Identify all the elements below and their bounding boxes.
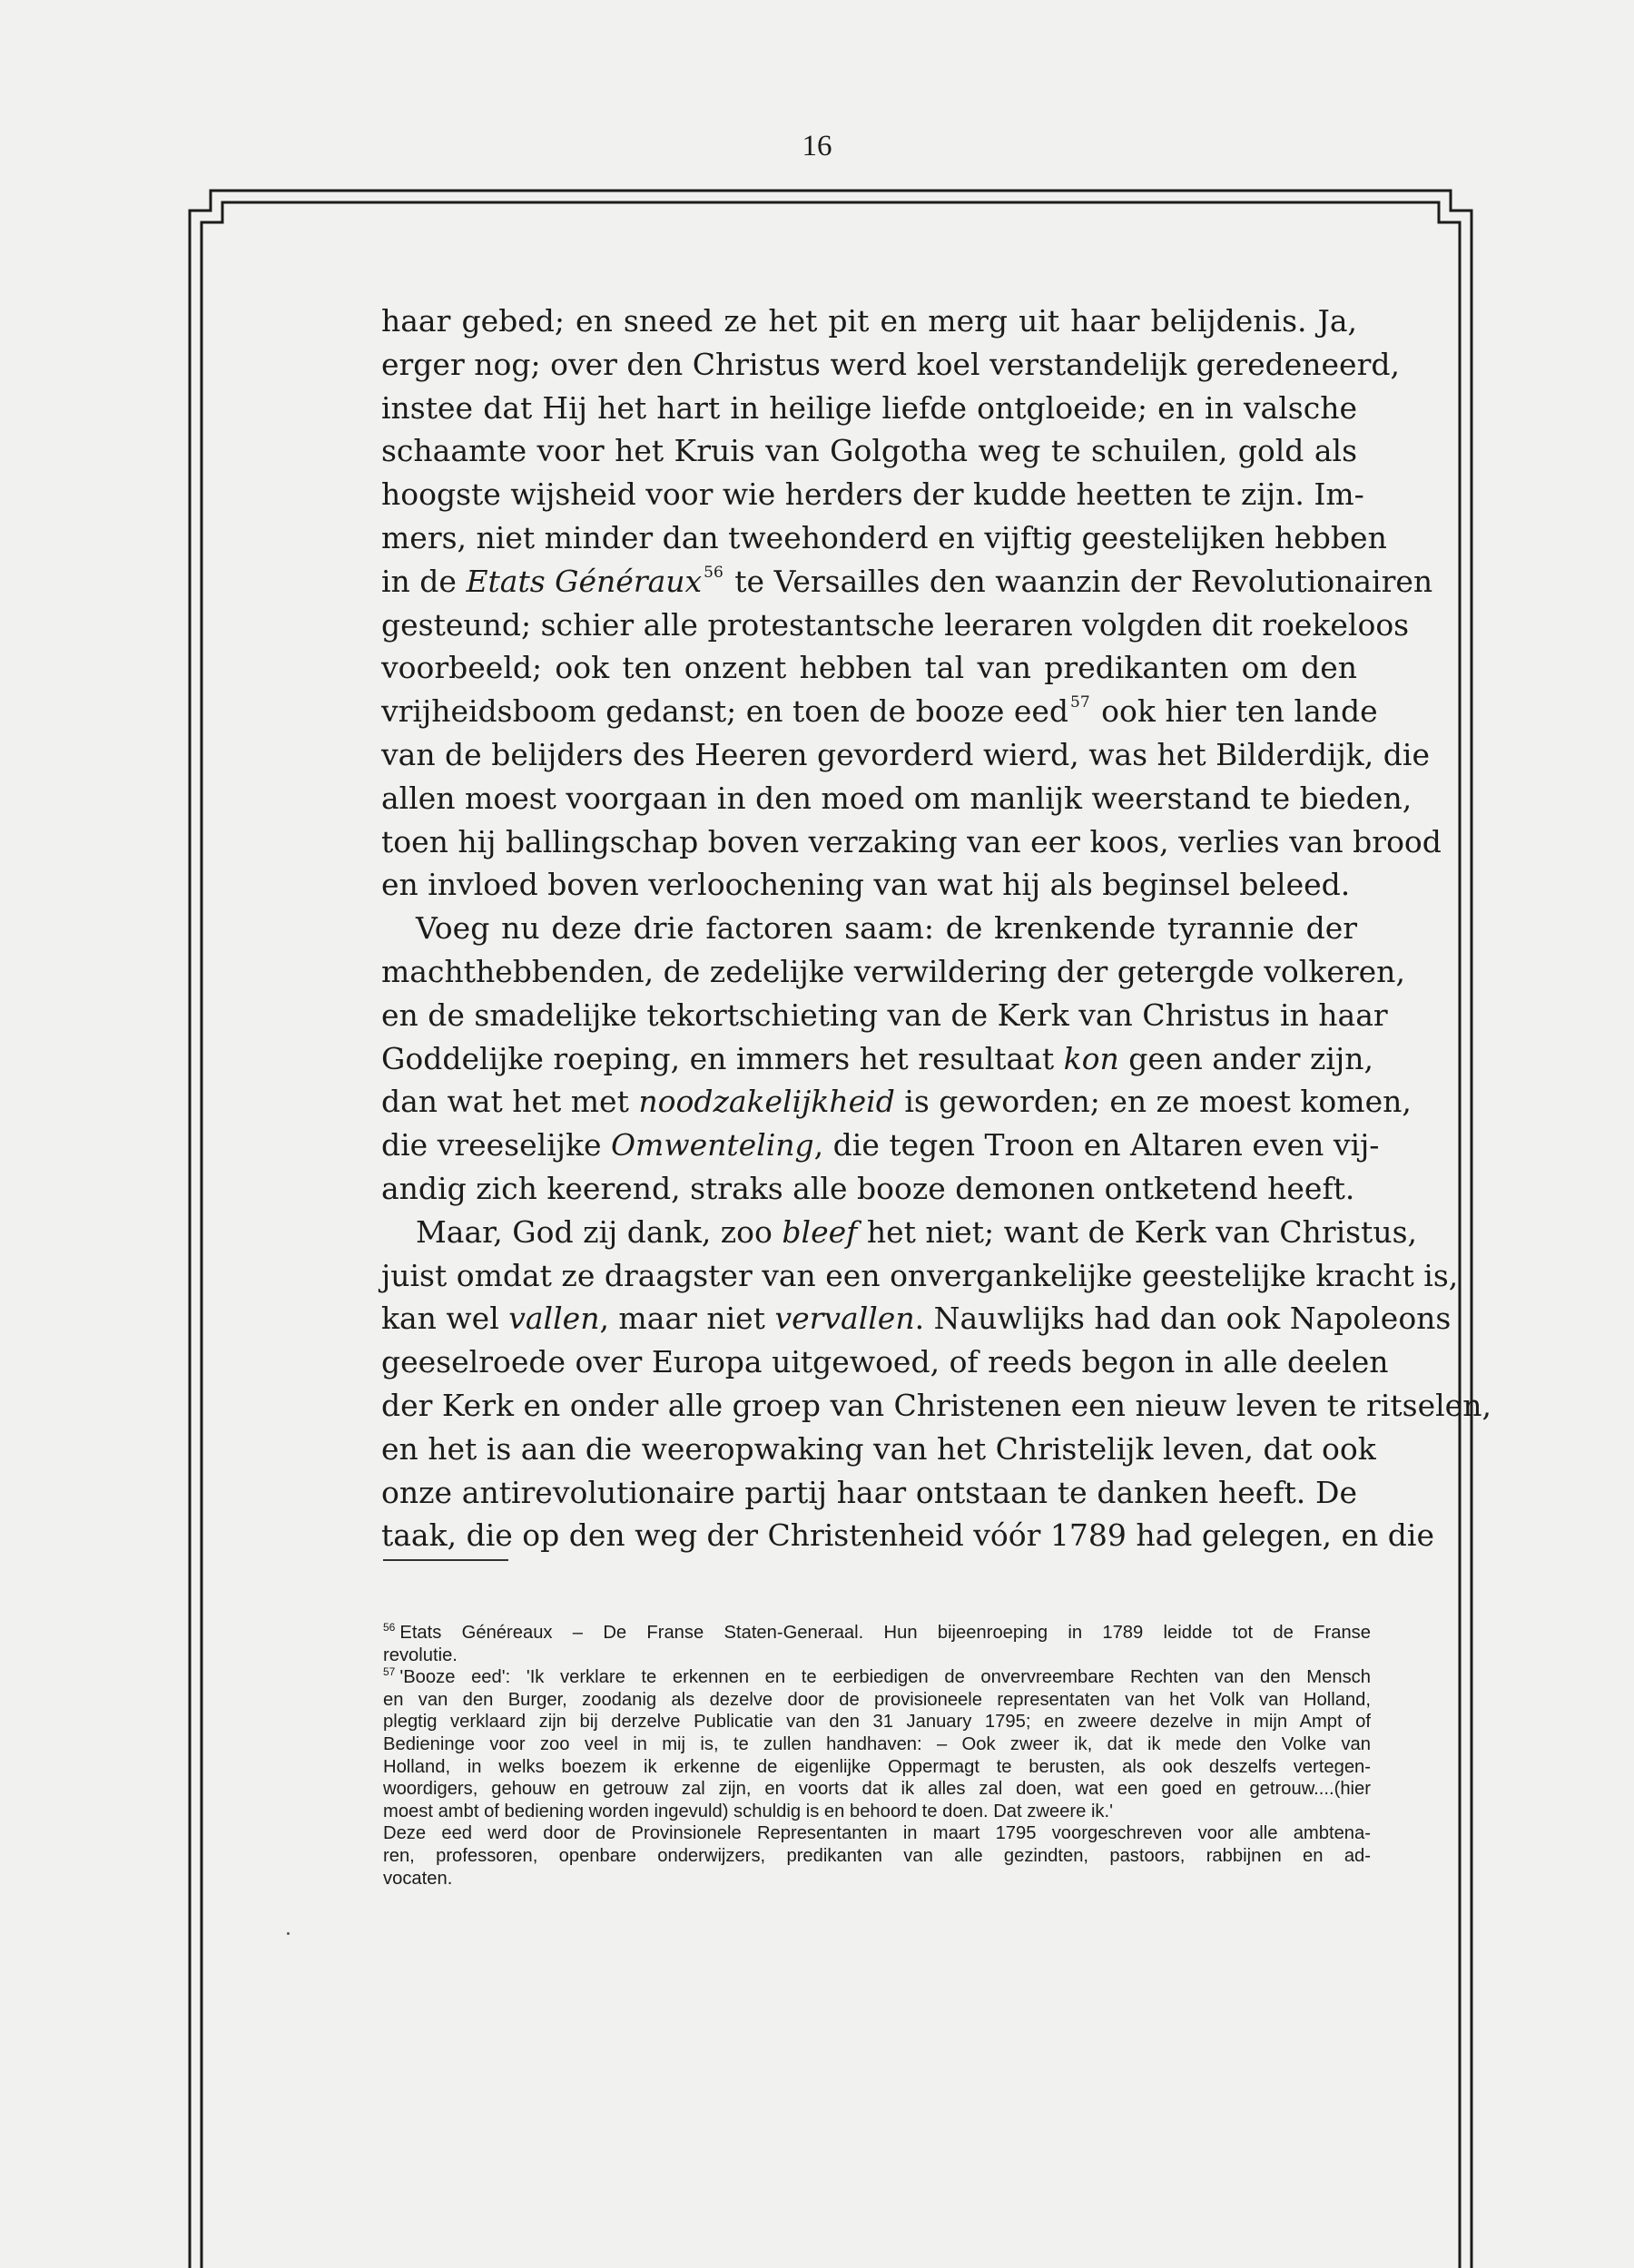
- footnote-line: [383, 1868, 1371, 1890]
- footnote-marker: 56: [383, 1621, 396, 1634]
- text-segment: is geworden; en ze moest komen,: [894, 1084, 1412, 1120]
- text-segment: hoogste wijsheid voor wie herders der kudde heetten te zijn. Im-: [381, 476, 1364, 513]
- text-segment: in de: [381, 563, 467, 599]
- scan-speck: [287, 1932, 290, 1935]
- italic-text: vervallen: [774, 1301, 915, 1337]
- text-line: [381, 690, 1378, 733]
- text-segment: die vreeselijke: [381, 1127, 611, 1163]
- text-line: [381, 1037, 1373, 1081]
- text-segment: erger nog; over den Christus werd koel verstandelijk geredeneerd,: [381, 346, 1400, 382]
- text-segment: kan wel: [381, 1301, 509, 1337]
- text-line: [381, 646, 1357, 690]
- footnote-text: revolutie.: [383, 1645, 458, 1665]
- text-segment: van de belijders des Heeren gevorderd wierd, was het Bilderdijk, die: [381, 736, 1430, 772]
- text-segment: vrijheidsboom gedanst; en toen de booze eed: [381, 693, 1069, 730]
- text-line: [381, 604, 1410, 647]
- text-segment: onze antirevolutionaire partij haar ontstaan te danken heeft. De: [381, 1474, 1357, 1510]
- text-line: [381, 1167, 1357, 1211]
- text-segment: het niet; want de Kerk van Christus,: [857, 1213, 1417, 1250]
- text-segment: mers, niet minder dan tweehonderd en vijftig geestelijken hebben: [381, 519, 1387, 555]
- text-segment: schaamte voor het Kruis van Golgotha weg te schuilen, gold als: [381, 433, 1357, 469]
- text-segment: en het is aan die weeropwaking van het Christelijk leven, dat ook: [381, 1430, 1376, 1467]
- text-line: [381, 733, 1430, 777]
- footnote-text: 'Booze eed': 'Ik verklare te erkennen en te eerbiedigen de onvervreembare Rechten van den Mensch: [399, 1667, 1371, 1688]
- text-line: [381, 950, 1405, 994]
- text-line: [381, 1340, 1389, 1384]
- text-line: [381, 1297, 1452, 1340]
- text-segment: juist omdat ze draagster van een onvergankelijke geestelijke kracht is,: [381, 1257, 1459, 1293]
- text-line: [381, 1428, 1376, 1471]
- footnote-text: moest ambt of bediening worden ingevuld) schuldig is en behoord te doen. Dat zweere ik.': [383, 1801, 1113, 1821]
- text-line: [381, 1124, 1380, 1167]
- footnote-line: [383, 1689, 1371, 1712]
- text-segment: , maar niet: [599, 1301, 775, 1337]
- footnote-text: Etats Généreaux – De Franse Staten-Generaal. Hun bijeenroeping in 1789 leidde tot de Franse: [399, 1623, 1371, 1643]
- footnote-line: [383, 1666, 1371, 1689]
- footnote-separator: [383, 1559, 508, 1561]
- footnotes: [383, 1622, 1371, 1890]
- footnote-marker: 57: [383, 1665, 396, 1679]
- text-segment: voorbeeld; ook ten onzent hebben tal van predikanten om den: [381, 650, 1357, 686]
- footnote-reference: 57: [1070, 693, 1090, 712]
- footnote-line: [383, 1822, 1371, 1845]
- footnote-line: [383, 1778, 1371, 1801]
- text-segment: toen hij ballingschap boven verzaking van eer koos, verlies van brood: [381, 823, 1442, 859]
- text-segment: andig zich keerend, straks alle booze demonen ontketend heeft.: [381, 1170, 1355, 1206]
- text-segment: machthebbenden, de zedelijke verwildering der getergde volkeren,: [381, 953, 1405, 989]
- text-segment: Goddelijke roeping, en immers het resultaat: [381, 1040, 1064, 1076]
- text-segment: . Nauwlijks had dan ook Napoleons: [914, 1301, 1452, 1337]
- footnote-text: en van den Burger, zoodanig als dezelve door de provisioneele representaten van het Volk van Holland,: [383, 1689, 1371, 1710]
- text-segment: gesteund; schier alle protestantsche leeraren volgden dit roekeloos: [381, 606, 1410, 643]
- footnote-line: [383, 1622, 1371, 1645]
- footnote-text: Deze eed werd door de Provinsionele Representanten in maart 1795 voorgeschreven voor alle ambtena-: [383, 1823, 1371, 1844]
- text-segment: te Versailles den waanzin der Revolutionairen: [724, 563, 1433, 599]
- body-text: [381, 299, 1491, 1557]
- text-segment: taak, die op den weg der Christenheid vóór 1789 had gelegen, en die: [381, 1517, 1434, 1554]
- footnote-reference: 56: [704, 563, 723, 582]
- italic-text: vallen: [508, 1301, 600, 1337]
- footnote-line: [383, 1845, 1371, 1868]
- text-line: [381, 994, 1388, 1037]
- footnote-text: Holland, in welks boezem ik erkenne de eigenlijke Oppermagt te berusten, als ook deszelfs vertegen-: [383, 1756, 1371, 1777]
- text-segment: allen moest voorgaan in den moed om manlijk weerstand te bieden,: [381, 780, 1413, 816]
- text-segment: en invloed boven verloochening van wat hij als beginsel beleed.: [381, 867, 1351, 903]
- text-line: [381, 1254, 1459, 1298]
- text-line: [381, 907, 1357, 950]
- text-segment: geen ander zijn,: [1118, 1040, 1373, 1076]
- italic-text: Etats Généraux: [466, 563, 703, 599]
- text-line: [381, 863, 1357, 907]
- text-segment: ook hier ten lande: [1091, 693, 1378, 730]
- text-line: [381, 1471, 1357, 1515]
- text-line: [381, 299, 1357, 343]
- text-segment: dan wat het met: [381, 1084, 639, 1120]
- italic-text: noodzakelijkheid: [638, 1084, 895, 1120]
- italic-text: bleef: [782, 1213, 858, 1250]
- footnote-text: woordigers, gehouw en getrouw zal zijn, en voorts dat ik alles zal doen, wat een goed en getrouw....(hier: [383, 1779, 1371, 1800]
- footnote-text: Bedieninge voor zoo veel in mij is, te zullen handhaven: – Ook zweer ik, dat ik mede den Volke van: [383, 1733, 1371, 1754]
- footnote-line: [383, 1756, 1371, 1779]
- text-line: [381, 473, 1364, 516]
- footnote-line: [383, 1801, 1371, 1823]
- text-segment: der Kerk en onder alle groep van Christenen een nieuw leven te ritselen,: [381, 1387, 1491, 1423]
- text-line: [381, 1211, 1417, 1254]
- text-line: [381, 560, 1433, 604]
- text-line: [381, 777, 1413, 820]
- text-line: [381, 820, 1442, 864]
- text-line: [381, 343, 1400, 387]
- text-segment: Voeg nu deze drie factoren saam: de krenkende tyrannie der: [416, 910, 1357, 947]
- footnote-line: [383, 1733, 1371, 1756]
- text-line: [381, 1514, 1434, 1557]
- text-line: [381, 387, 1357, 430]
- footnote-text: ren, professoren, openbare onderwijzers, predikanten van alle gezindten, pastoors, rabbijnen en ad-: [383, 1845, 1371, 1866]
- text-line: [381, 1384, 1491, 1428]
- footnote-line: [383, 1645, 1371, 1667]
- italic-text: kon: [1063, 1040, 1119, 1076]
- footnote-text: vocaten.: [383, 1868, 453, 1889]
- page-number: 16: [802, 130, 832, 162]
- text-line: [381, 516, 1387, 560]
- footnote-line: [383, 1711, 1371, 1733]
- text-segment: instee dat Hij het hart in heilige liefde ontgloeide; en in valsche: [381, 389, 1357, 426]
- footnote-text: plegtig verklaard zijn bij derzelve Publicatie van den 31 January 1795; en zweere dezelve in mijn Ampt of: [383, 1712, 1371, 1733]
- text-line: [381, 1080, 1412, 1124]
- text-line: [381, 429, 1357, 473]
- text-segment: haar gebed; en sneed ze het pit en merg uit haar belijdenis. Ja,: [381, 303, 1357, 339]
- text-segment: Maar, God zij dank, zoo: [416, 1213, 783, 1250]
- italic-text: Omwenteling: [611, 1127, 814, 1163]
- text-segment: en de smadelijke tekortschieting van de Kerk van Christus in haar: [381, 997, 1388, 1033]
- text-segment: geeselroede over Europa uitgewoed, of reeds begon in alle deelen: [381, 1344, 1389, 1380]
- text-segment: , die tegen Troon en Altaren even vij-: [813, 1127, 1380, 1163]
